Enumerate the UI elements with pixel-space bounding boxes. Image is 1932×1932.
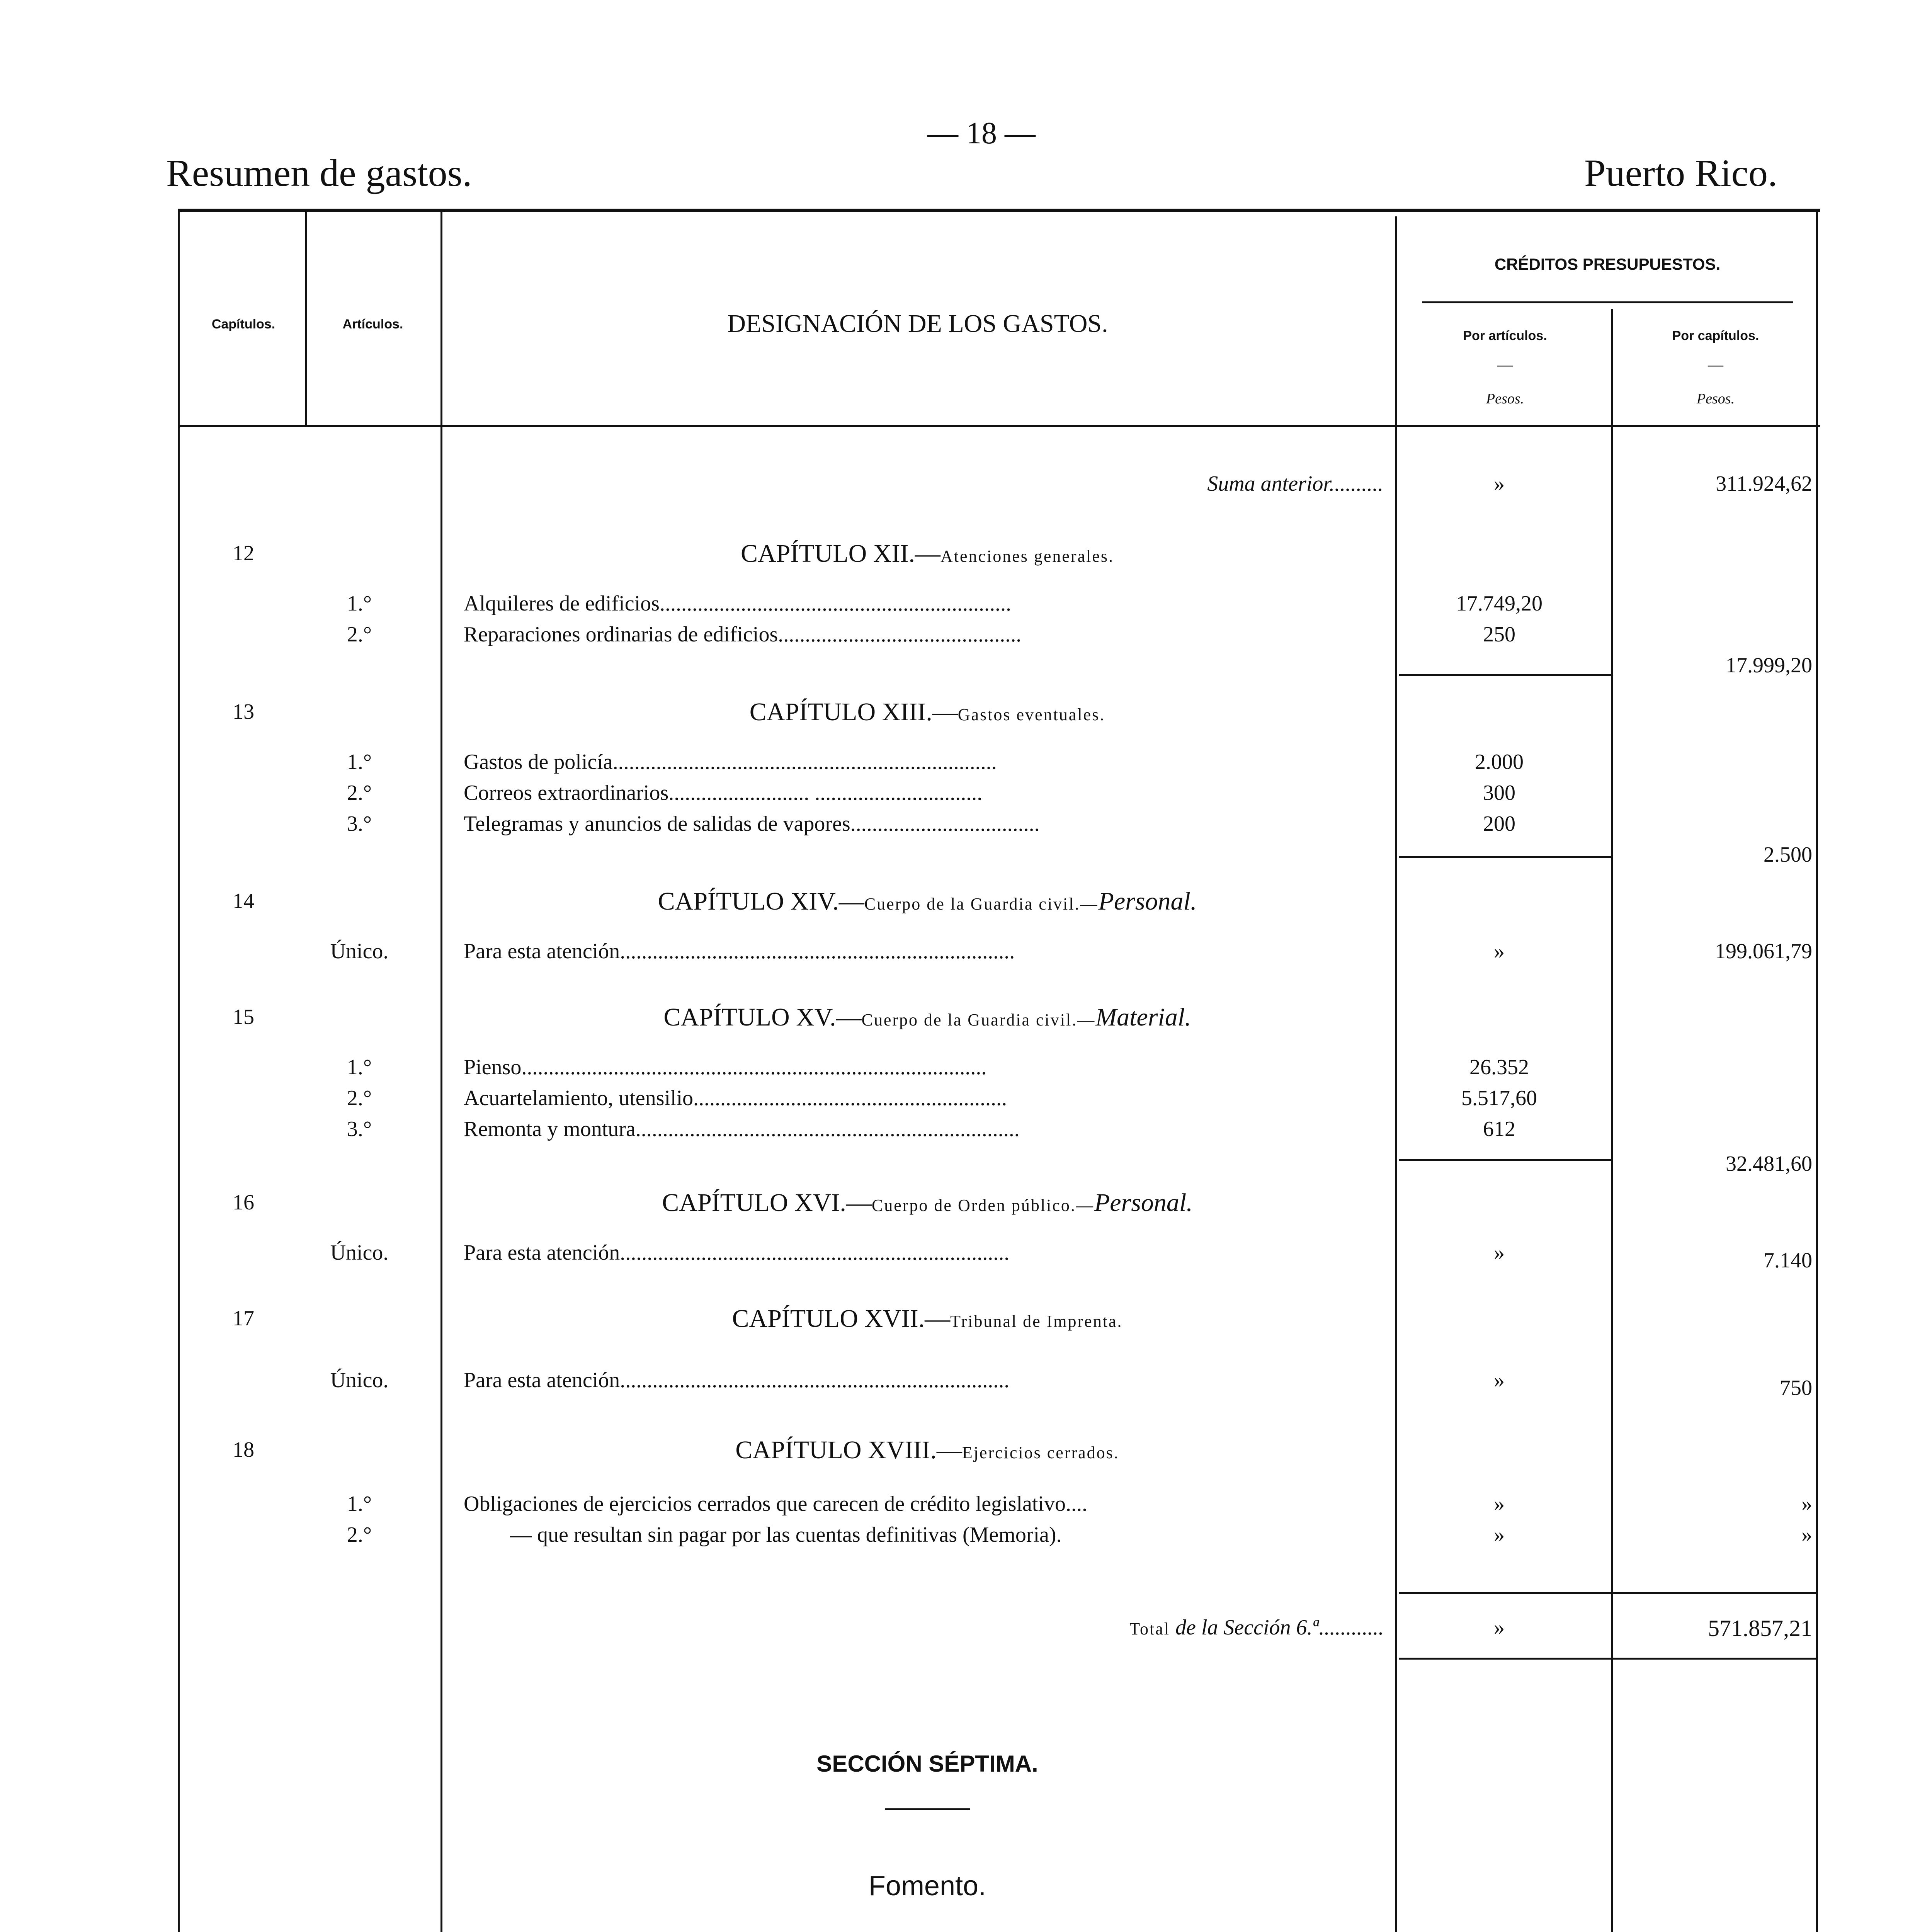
chapter-title: CAPÍTULO XVI.— [662,1189,872,1217]
article-number: 2.° [347,1086,372,1110]
total-top-rule [1399,1592,1816,1594]
line-item-amount: » [1494,1368,1505,1392]
chapter-total: 2.500 [1764,843,1812,867]
line-item-amount: 612 [1483,1117,1515,1141]
chapter-subtitle-italic: Personal. [1098,887,1197,915]
line-item-text: Remonta y montura....................................................................... [464,1117,1020,1141]
line-item-amount: » [1494,1241,1505,1265]
line-item-amount: 250 [1483,622,1515,646]
line-item-amount: 300 [1483,781,1515,805]
chapter-title: CAPÍTULO XVIII.— [735,1436,962,1464]
chapter-number: 15 [233,1005,254,1029]
header-rule [178,425,1820,427]
chapter-subtitle: Cuerpo de Orden público.— [871,1196,1094,1215]
article-number: 2.° [347,1523,372,1547]
total-seccion-a: » [1494,1616,1505,1639]
chapter-heading [440,697,1414,727]
chapter-subtitle: Ejercicios cerrados. [962,1443,1119,1462]
total-dots: ............ [1318,1616,1383,1639]
chapter-subtitle: Cuerpo de la Guardia civil.— [861,1010,1096,1029]
line-item-text: Obligaciones de ejercicios cerrados que carecen de crédito legislativo.... [464,1492,1087,1516]
line-item-amount: 26.352 [1469,1055,1529,1079]
total-seccion-label [440,1615,1383,1640]
chapter-heading [440,1435,1414,1465]
header-articulos: Artículos. [342,317,403,332]
chapter-heading [440,539,1414,568]
chapter-heading [440,1188,1414,1218]
chapter-heading [440,1003,1414,1032]
line-item-text: Correos extraordinarios.......................... ............................... [464,781,983,805]
header-pesos-b: Pesos. [1696,391,1735,407]
article-number: 3.° [347,1117,372,1141]
chapter-number: 17 [233,1306,254,1330]
chapter-heading [440,1304,1414,1333]
chapter-number: 14 [233,889,254,913]
col-rule-2 [440,209,442,1932]
line-item-text: Telegramas y anuncios de salidas de vapores................................... [464,812,1040,836]
chapter-subtitle-italic: Personal. [1094,1189,1193,1217]
chapter-total: 199.061,79 [1715,939,1812,963]
section-title-rule [885,1808,970,1810]
header-capitulos: Capítulos. [211,317,276,332]
chapter-number: 13 [233,700,254,724]
col-rule-4 [1611,309,1613,1932]
header-designacion: DESIGNACIÓN DE LOS GASTOS. [727,310,1108,338]
subtotal-rule [1399,674,1611,676]
line-item-text: Gastos de policía....................................................................... [464,750,997,774]
header-dash-b: — [1708,356,1723,373]
line-item-text: Reparaciones ordinarias de edificios............................................. [464,622,1022,646]
article-number: 2.° [347,622,372,646]
line-item-amount: » [1494,939,1505,963]
article-number: Único. [330,1241,389,1265]
line-item-amount: 17.749,20 [1456,592,1543,616]
article-number: Único. [330,939,389,963]
chapter-title: CAPÍTULO XV.— [663,1003,862,1031]
chapter-total: » [1801,1492,1812,1516]
subtotal-rule [1399,856,1611,858]
chapter-subtitle: Cuerpo de la Guardia civil.— [864,895,1099,913]
article-number: Único. [330,1368,389,1392]
header-por-articulos: Por artículos. [1463,328,1547,343]
line-item-amount: 2.000 [1475,750,1524,774]
line-item-text: Alquileres de edificios................................................................. [464,592,1011,616]
article-number: 1.° [347,1492,372,1516]
total-label: Total [1129,1619,1170,1638]
chapter-title: CAPÍTULO XIII.— [749,698,958,726]
col-rule-1 [305,209,307,425]
chapter-total: » [1801,1523,1812,1547]
top-rule [178,209,1820,212]
chapter-number: 18 [233,1438,254,1462]
chapter-number: 16 [233,1190,254,1214]
article-number: 1.° [347,592,372,616]
chapter-number: 12 [233,541,254,565]
line-item-amount: 200 [1483,812,1515,836]
chapter-total: 17.999,20 [1726,653,1812,677]
total-label-italic: de la Sección 6.ª [1175,1616,1318,1639]
line-item-amount: » [1494,1492,1505,1516]
total-seccion-b: 571.857,21 [1708,1616,1812,1641]
article-number: 3.° [347,812,372,836]
header-dash-a: — [1497,356,1513,373]
line-item-text: Para esta atención........................................................................ [464,1241,1010,1265]
chapter-subtitle: Tribunal de Imprenta. [950,1312,1123,1331]
line-item-amount: » [1494,1523,1505,1547]
chapter-total: 750 [1780,1376,1812,1400]
line-item-text: Para esta atención........................................................................ [464,1368,1010,1392]
page-region-title: Puerto Rico. [1584,151,1777,194]
suma-anterior-b: 311.924,62 [1716,472,1812,496]
chapter-subtitle: Gastos eventuales. [957,705,1105,724]
chapter-title: CAPÍTULO XII.— [740,539,940,568]
header-creditos: CRÉDITOS PRESUPUESTOS. [1494,255,1721,273]
line-item-text: — que resultan sin pagar por las cuentas definitivas (Memoria). [510,1523,1062,1547]
col-rule-3 [1395,216,1397,1932]
article-number: 2.° [347,781,372,805]
line-item-text: Pienso...................................................................................... [464,1055,987,1079]
chapter-title: CAPÍTULO XVII.— [732,1304,951,1333]
chapter-total: 32.481,60 [1726,1152,1812,1176]
left-rule [178,209,180,1932]
page-number: — 18 — [927,116,1036,150]
chapter-subtitle: Atenciones generales. [940,547,1114,566]
line-item-amount: 5.517,60 [1461,1086,1537,1110]
page-section-title: Resumen de gastos. [166,151,472,194]
chapter-total: 7.140 [1764,1248,1812,1272]
total-bottom-rule [1399,1658,1816,1660]
line-item-text: Acuartelamiento, utensilio.......................................................... [464,1086,1007,1110]
header-por-capitulos: Por capítulos. [1672,328,1759,343]
section-subtitle: Fomento. [868,1871,986,1901]
chapter-title: CAPÍTULO XIV.— [658,887,864,915]
chapter-heading [440,887,1414,916]
chapter-subtitle-italic: Material. [1095,1003,1191,1031]
article-number: 1.° [347,1055,372,1079]
right-rule [1816,209,1818,1932]
suma-anterior-a: » [1494,472,1505,496]
subtotal-rule [1399,1159,1611,1161]
article-number: 1.° [347,750,372,774]
section-title: SECCIÓN SÉPTIMA. [816,1751,1038,1777]
header-pesos-a: Pesos. [1486,391,1524,407]
suma-anterior-label: Suma anterior.......... [1207,472,1383,496]
line-item-text: Para esta atención......................................................................... [464,939,1015,963]
creditos-underline [1422,301,1793,303]
